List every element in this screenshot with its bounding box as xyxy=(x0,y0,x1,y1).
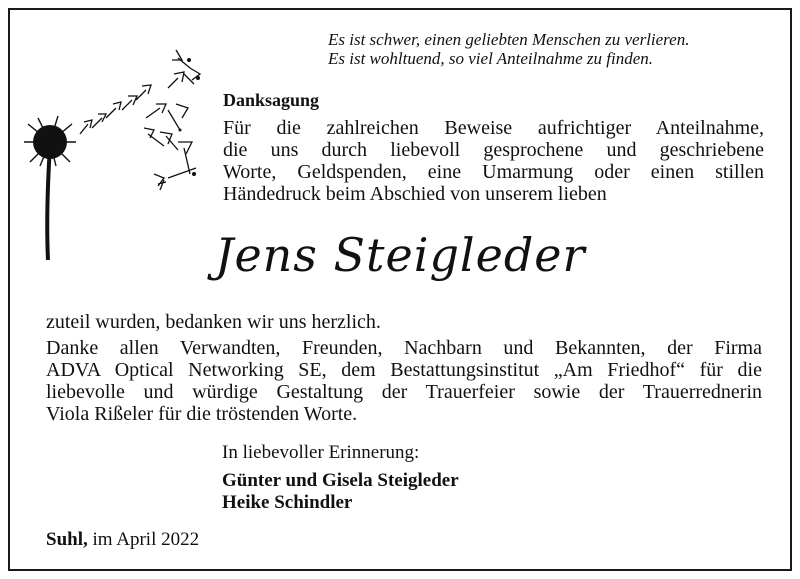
place: Suhl, xyxy=(46,529,88,550)
intro-line: die uns durch liebevoll gesprochene und geschriebene xyxy=(223,139,764,161)
quote-line-1: Es ist schwer, einen geliebten Menschen zu verlieren. xyxy=(328,30,690,49)
quote xyxy=(328,30,768,68)
dandelion-illustration xyxy=(18,38,218,260)
place-date xyxy=(46,529,199,551)
date: im April 2022 xyxy=(92,529,200,550)
intro-text xyxy=(223,117,764,205)
obituary-notice xyxy=(8,8,792,571)
intro-line: Für die zahlreichen Beweise aufrichtiger Anteilnahme, xyxy=(223,117,764,139)
acknowledgement-text xyxy=(46,337,762,425)
closing-phrase: In liebevoller Erinnerung: xyxy=(222,442,420,463)
intro-line: Händedruck beim Abschied von unserem lieben xyxy=(223,183,607,205)
acknowledgement-line: Danke allen Verwandten, Freunden, Nachbarn und Bekannten, der Firma xyxy=(46,337,762,359)
intro-line: Worte, Geldspenden, eine Umarmung oder einen stillen xyxy=(223,161,764,183)
thanks-text: zuteil wurden, bedanken wir uns herzlich. xyxy=(46,311,381,333)
quote-line-2: Es ist wohltuend, so viel Anteilnahme zu finden. xyxy=(328,49,654,68)
acknowledgement-line: liebevolle und würdige Gestaltung der Trauerfeier sowie der Trauerrednerin xyxy=(46,381,762,403)
deceased-name: Jens Steigleder xyxy=(215,228,586,282)
heading: Danksagung xyxy=(223,90,320,110)
signer-name: Heike Schindler xyxy=(222,492,353,513)
acknowledgement-line: Viola Rißeler für die tröstenden Worte. xyxy=(46,403,358,425)
acknowledgement-line: ADVA Optical Networking SE, dem Bestattungsinstitut „Am Friedhof“ für die xyxy=(46,359,762,381)
signer-name: Günter und Gisela Steigleder xyxy=(222,470,459,491)
